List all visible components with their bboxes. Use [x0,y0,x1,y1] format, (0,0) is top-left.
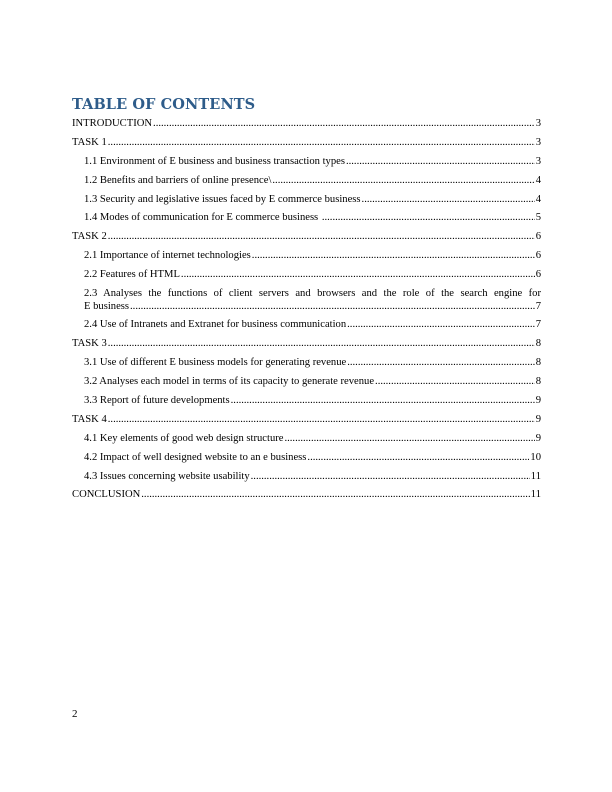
toc-entry-title: TASK 4 ..... [72,414,541,425]
toc-entry-page: 11 [530,470,541,482]
toc-entry-page: 9 [535,432,541,444]
toc-entry-title: TASK 3 ..... [72,338,541,349]
toc-entry-2-2[interactable] [72,269,541,282]
toc-entry-page: 7 [535,319,541,331]
toc-entry-3-2[interactable] [72,376,541,389]
toc-entry-1-2[interactable] [72,175,541,188]
toc-entry-task-4[interactable] [72,414,541,427]
toc-entry-1-3[interactable] [72,194,541,207]
toc-heading: TABLE OF CONTENTS [72,96,256,113]
toc-entry-title: 2.1 Importance of internet technologies ..... [84,250,541,261]
toc-entry-page: 9 [535,394,541,406]
toc-entry-title: 4.3 Issues concerning website usability ..... [84,471,541,482]
toc-entry-4-2[interactable] [72,452,541,465]
toc-entry-title: TASK 1 ..... [72,137,541,148]
toc-entry-title-line-2: E business ..... [84,301,541,312]
toc-entry-1-4[interactable] [72,212,541,225]
toc-entry-page: 7 [535,300,541,312]
toc-entry-page: 6 [535,250,541,262]
toc-entry-page: 8 [535,376,541,388]
toc-entry-title: 1.4 Modes of communication for E commerce business ..... [84,212,541,223]
toc-entry-title: 3.3 Report of future developments ..... [84,395,541,406]
toc-entry-title: TASK 2 ..... [72,231,541,242]
toc-entry-1-1[interactable] [72,156,541,169]
toc-entry-page: 8 [535,357,541,369]
toc-entry-title: 4.2 Impact of well designed website to an e business ..... [84,452,541,463]
toc-entry-3-1[interactable] [72,357,541,370]
toc-entry-task-1[interactable] [72,137,541,150]
table-of-contents [72,118,541,508]
toc-entry-title: 3.2 Analyses each model in terms of its capacity to generate revenue ..... [84,376,541,387]
toc-entry-2-4[interactable] [72,319,541,332]
toc-entry-title: INTRODUCTION ..... [72,118,541,129]
toc-entry-4-3[interactable] [72,471,541,484]
toc-entry-page: 9 [535,413,541,425]
toc-entry-title: 4.1 Key elements of good web design structure ..... [84,433,541,444]
toc-entry-title: 1.3 Security and legislative issues faced by E commerce business ..... [84,194,541,205]
toc-entry-page: 6 [535,269,541,281]
toc-entry-page: 4 [535,193,541,205]
toc-entry-page: 6 [535,231,541,243]
toc-entry-page: 11 [530,489,541,501]
toc-entry-page: 5 [535,212,541,224]
page-number: 2 [72,708,78,720]
toc-entry-page: 10 [530,451,541,463]
toc-entry-conclusion[interactable] [72,489,541,502]
toc-entry-page: 4 [535,174,541,186]
toc-entry-task-3[interactable] [72,338,541,351]
toc-entry-title: 2.4 Use of Intranets and Extranet for business communication ..... [84,319,541,330]
toc-entry-title-line-1: 2.3 Analyses the functions of client servers and browsers and the role of the search engine for [84,288,541,300]
toc-entry-task-2[interactable] [72,231,541,244]
toc-entry-page: 3 [535,136,541,148]
toc-entry-2-1[interactable] [72,250,541,263]
toc-entry-3-3[interactable] [72,395,541,408]
toc-entry-page: 8 [535,338,541,350]
toc-entry-page: 3 [535,155,541,167]
toc-entry-title: 2.2 Features of HTML ..... [84,269,541,280]
toc-entry-2-3[interactable] [72,288,541,313]
toc-entry-title: 1.2 Benefits and barriers of online presence\ ..... [84,175,541,186]
toc-entry-introduction[interactable] [72,118,541,131]
toc-entry-title: 1.1 Environment of E business and business transaction types ..... [84,156,541,167]
toc-entry-title: CONCLUSION ..... [72,489,541,500]
toc-entry-title: 3.1 Use of different E business models for generating revenue ..... [84,357,541,368]
toc-entry-4-1[interactable] [72,433,541,446]
toc-entry-page: 3 [535,118,541,129]
